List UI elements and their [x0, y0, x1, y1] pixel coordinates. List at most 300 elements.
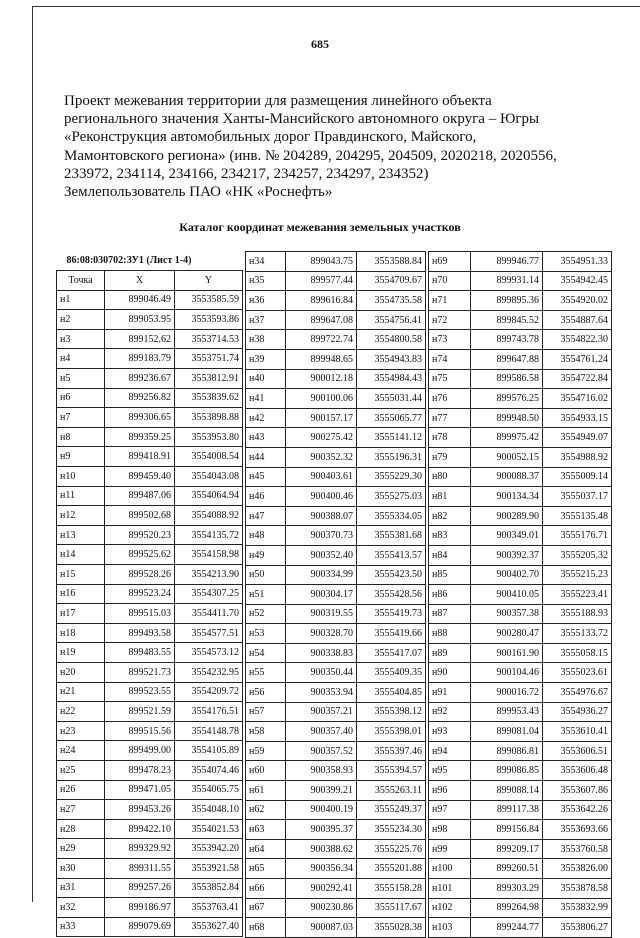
header-y: Y — [175, 271, 243, 291]
y-cell: 3554800.58 — [357, 330, 426, 350]
x-cell: 900280.47 — [471, 624, 543, 644]
x-cell: 899521.73 — [105, 662, 175, 682]
x-cell: 899086.85 — [471, 761, 543, 781]
point-cell: н79 — [429, 447, 471, 467]
x-cell: 900275.42 — [286, 428, 357, 448]
point-cell: н38 — [246, 330, 286, 350]
project-description — [64, 92, 604, 201]
x-cell: 899043.75 — [286, 252, 357, 272]
point-cell: н102 — [429, 898, 471, 918]
point-cell: н91 — [429, 683, 471, 703]
y-cell: 3555419.73 — [357, 604, 426, 624]
y-cell: 3555398.01 — [357, 722, 426, 742]
y-cell: 3555263.11 — [357, 781, 426, 801]
x-cell: 900292.41 — [286, 879, 357, 899]
table-row — [246, 624, 426, 644]
x-cell: 899523.24 — [105, 584, 175, 604]
x-cell: 900289.90 — [471, 506, 543, 526]
y-cell: 3554065.75 — [175, 780, 243, 800]
point-cell: н90 — [429, 663, 471, 683]
y-cell: 3555215.23 — [543, 565, 612, 585]
x-cell: 899487.06 — [105, 486, 175, 506]
table-row — [57, 604, 243, 624]
point-cell: н54 — [246, 643, 286, 663]
point-cell: н94 — [429, 741, 471, 761]
y-cell: 3553826.00 — [543, 859, 612, 879]
y-cell: 3553812.91 — [175, 369, 243, 389]
y-cell: 3555031.44 — [357, 389, 426, 409]
x-cell: 900352.40 — [286, 545, 357, 565]
point-cell: н75 — [429, 369, 471, 389]
x-cell: 899183.79 — [105, 349, 175, 369]
table-row — [429, 526, 612, 546]
y-cell: 3555394.57 — [357, 761, 426, 781]
point-cell: н3 — [57, 329, 105, 349]
y-cell: 3555398.12 — [357, 702, 426, 722]
table-row — [246, 349, 426, 369]
x-cell: 900304.17 — [286, 585, 357, 605]
point-cell: н46 — [246, 487, 286, 507]
y-cell: 3555133.72 — [543, 624, 612, 644]
y-cell: 3555229.30 — [357, 467, 426, 487]
x-cell: 900357.38 — [471, 604, 543, 624]
point-cell: н21 — [57, 682, 105, 702]
x-cell: 900052.15 — [471, 447, 543, 467]
point-cell: н69 — [429, 252, 471, 272]
x-cell: 899086.81 — [471, 741, 543, 761]
table-row — [57, 565, 243, 585]
table-row — [57, 349, 243, 369]
y-cell: 3554887.64 — [543, 310, 612, 330]
project-line: регионального значения Ханты-Мансийского автономного округа – Югры — [64, 111, 540, 128]
table-row — [246, 565, 426, 585]
table-row — [246, 585, 426, 605]
y-cell: 3553852.84 — [175, 878, 243, 898]
x-cell: 899081.04 — [471, 722, 543, 742]
x-cell: 899647.08 — [286, 310, 357, 330]
point-cell: н2 — [57, 310, 105, 330]
x-cell: 900399.21 — [286, 781, 357, 801]
x-cell: 899311.55 — [105, 858, 175, 878]
point-cell: н98 — [429, 820, 471, 840]
table-row — [57, 506, 243, 526]
table-row — [429, 389, 612, 409]
x-cell: 899257.26 — [105, 878, 175, 898]
table-row — [57, 369, 243, 389]
point-cell: н53 — [246, 624, 286, 644]
point-cell: н37 — [246, 310, 286, 330]
point-cell: н78 — [429, 428, 471, 448]
x-cell: 899088.14 — [471, 781, 543, 801]
table-row — [57, 427, 243, 447]
table-row — [429, 330, 612, 350]
point-cell: н13 — [57, 525, 105, 545]
table-row — [429, 683, 612, 703]
point-cell: н59 — [246, 741, 286, 761]
point-cell: н4 — [57, 349, 105, 369]
x-cell: 899586.58 — [471, 369, 543, 389]
point-cell: н72 — [429, 310, 471, 330]
table-row — [429, 545, 612, 565]
table-row — [246, 820, 426, 840]
table-row — [246, 800, 426, 820]
table-row — [429, 839, 612, 859]
table-row — [429, 663, 612, 683]
point-cell: н97 — [429, 800, 471, 820]
x-cell: 900319.55 — [286, 604, 357, 624]
point-cell: н60 — [246, 761, 286, 781]
header-point: Точка — [57, 271, 105, 291]
table-row — [246, 663, 426, 683]
x-cell: 900400.46 — [286, 487, 357, 507]
point-cell: н10 — [57, 467, 105, 487]
point-cell: н80 — [429, 467, 471, 487]
table-row — [57, 584, 243, 604]
point-cell: н51 — [246, 585, 286, 605]
table-row — [57, 819, 243, 839]
x-cell: 899046.49 — [105, 290, 175, 310]
table-row — [246, 761, 426, 781]
point-cell: н62 — [246, 800, 286, 820]
x-cell: 900388.62 — [286, 839, 357, 859]
point-cell: н1 — [57, 290, 105, 310]
x-cell: 900402.70 — [471, 565, 543, 585]
x-cell: 899722.74 — [286, 330, 357, 350]
table-row — [246, 428, 426, 448]
table-row — [429, 467, 612, 487]
parcel-caption: 86:08:030702:ЗУ1 (Лист 1-4) — [57, 251, 243, 271]
x-cell: 900349.01 — [471, 526, 543, 546]
x-cell: 899499.00 — [105, 741, 175, 761]
y-cell: 3555423.50 — [357, 565, 426, 585]
y-cell: 3555413.57 — [357, 545, 426, 565]
y-cell: 3555176.71 — [543, 526, 612, 546]
y-cell: 3554943.83 — [357, 349, 426, 369]
table-row — [429, 918, 612, 938]
y-cell: 3554942.45 — [543, 271, 612, 291]
table-row — [429, 859, 612, 879]
point-cell: н34 — [246, 252, 286, 272]
point-cell: н76 — [429, 389, 471, 409]
y-cell: 3553921.58 — [175, 858, 243, 878]
point-cell: н12 — [57, 506, 105, 526]
y-cell: 3554761.24 — [543, 349, 612, 369]
point-cell: н14 — [57, 545, 105, 565]
point-cell: н7 — [57, 408, 105, 428]
project-line: Проект межевания территории для размещения линейного объекта — [64, 93, 492, 109]
point-cell: н64 — [246, 839, 286, 859]
y-cell: 3554064.94 — [175, 486, 243, 506]
table-row — [429, 879, 612, 899]
x-cell: 899209.17 — [471, 839, 543, 859]
point-cell: н100 — [429, 859, 471, 879]
point-cell: н47 — [246, 506, 286, 526]
catalog-title: Каталог координат межевания земельных участков — [179, 220, 461, 234]
y-cell: 3553751.74 — [175, 349, 243, 369]
table-row — [429, 310, 612, 330]
y-cell: 3555334.05 — [357, 506, 426, 526]
table-row — [246, 369, 426, 389]
point-cell: н31 — [57, 878, 105, 898]
point-cell: н81 — [429, 487, 471, 507]
table-row — [57, 447, 243, 467]
y-cell: 3555058.15 — [543, 643, 612, 663]
y-cell: 3554709.67 — [357, 271, 426, 291]
point-cell: н82 — [429, 506, 471, 526]
point-cell: н66 — [246, 879, 286, 899]
x-cell: 899079.69 — [105, 917, 175, 937]
point-cell: н56 — [246, 683, 286, 703]
table-row — [246, 643, 426, 663]
point-cell: н92 — [429, 702, 471, 722]
table-row — [429, 447, 612, 467]
table-row — [246, 918, 426, 938]
project-line: 233972, 234114, 234166, 234217, 234257, 234297, 234352) — [64, 165, 429, 182]
table-row — [57, 408, 243, 428]
point-cell: н29 — [57, 839, 105, 859]
point-cell: н87 — [429, 604, 471, 624]
point-cell: н9 — [57, 447, 105, 467]
x-cell: 899975.42 — [471, 428, 543, 448]
table-row — [429, 252, 612, 272]
point-cell: н68 — [246, 918, 286, 938]
x-cell: 899459.40 — [105, 467, 175, 487]
x-cell: 900334.99 — [286, 565, 357, 585]
y-cell: 3553642.26 — [543, 800, 612, 820]
x-cell: 899502.68 — [105, 506, 175, 526]
x-cell: 899515.03 — [105, 604, 175, 624]
y-cell: 3555037.17 — [543, 487, 612, 507]
x-cell: 899521.59 — [105, 702, 175, 722]
point-cell: н70 — [429, 271, 471, 291]
x-cell: 899483.55 — [105, 643, 175, 663]
table-row — [246, 389, 426, 409]
table-row — [246, 408, 426, 428]
x-cell: 899845.52 — [471, 310, 543, 330]
table-row — [246, 722, 426, 742]
x-cell: 900352.32 — [286, 447, 357, 467]
y-cell: 3553606.48 — [543, 761, 612, 781]
y-cell: 3555188.93 — [543, 604, 612, 624]
point-cell: н20 — [57, 662, 105, 682]
x-cell: 899948.65 — [286, 349, 357, 369]
y-cell: 3553693.66 — [543, 820, 612, 840]
table-row — [57, 858, 243, 878]
x-cell: 899931.14 — [471, 271, 543, 291]
point-cell: н25 — [57, 760, 105, 780]
y-cell: 3554135.72 — [175, 525, 243, 545]
point-cell: н88 — [429, 624, 471, 644]
point-cell: н84 — [429, 545, 471, 565]
point-cell: н61 — [246, 781, 286, 801]
point-cell: н24 — [57, 741, 105, 761]
x-cell: 900370.73 — [286, 526, 357, 546]
y-cell: 3555023.61 — [543, 663, 612, 683]
x-cell: 899515.56 — [105, 721, 175, 741]
table-row — [57, 682, 243, 702]
table-row — [429, 800, 612, 820]
x-cell: 899053.95 — [105, 310, 175, 330]
x-cell: 899453.26 — [105, 800, 175, 820]
y-cell: 3555201.88 — [357, 859, 426, 879]
x-cell: 899520.23 — [105, 525, 175, 545]
y-cell: 3554209.72 — [175, 682, 243, 702]
y-cell: 3554949.07 — [543, 428, 612, 448]
table-row — [429, 408, 612, 428]
table-row — [57, 545, 243, 565]
table-row — [246, 683, 426, 703]
point-cell: н93 — [429, 722, 471, 742]
point-cell: н5 — [57, 369, 105, 389]
point-cell: н17 — [57, 604, 105, 624]
header-x: X — [105, 271, 175, 291]
y-cell: 3553942.20 — [175, 839, 243, 859]
point-cell: н67 — [246, 898, 286, 918]
y-cell: 3553714.53 — [175, 329, 243, 349]
x-cell: 900100.06 — [286, 389, 357, 409]
coordinates-table-1 — [56, 251, 243, 937]
x-cell: 900157.17 — [286, 408, 357, 428]
x-cell: 899256.82 — [105, 388, 175, 408]
table-row — [429, 761, 612, 781]
point-cell: н36 — [246, 291, 286, 311]
y-cell: 3554048.10 — [175, 800, 243, 820]
x-cell: 900104.46 — [471, 663, 543, 683]
y-cell: 3554933.15 — [543, 408, 612, 428]
point-cell: н52 — [246, 604, 286, 624]
table-row — [57, 878, 243, 898]
x-cell: 899303.29 — [471, 879, 543, 899]
x-cell: 899616.84 — [286, 291, 357, 311]
point-cell: н95 — [429, 761, 471, 781]
x-cell: 899152.62 — [105, 329, 175, 349]
table-row — [246, 310, 426, 330]
y-cell: 3555419.66 — [357, 624, 426, 644]
x-cell: 899264.98 — [471, 898, 543, 918]
table-row — [57, 839, 243, 859]
y-cell: 3554148.78 — [175, 721, 243, 741]
table-row — [57, 898, 243, 918]
table-row — [57, 467, 243, 487]
x-cell: 899329.92 — [105, 839, 175, 859]
point-cell: н18 — [57, 623, 105, 643]
table-row — [57, 800, 243, 820]
x-cell: 899895.36 — [471, 291, 543, 311]
x-cell: 899577.44 — [286, 271, 357, 291]
x-cell: 900328.70 — [286, 624, 357, 644]
x-cell: 900356.34 — [286, 859, 357, 879]
x-cell: 899117.38 — [471, 800, 543, 820]
table-row — [429, 702, 612, 722]
x-cell: 899236.67 — [105, 369, 175, 389]
coordinates-table-2 — [245, 251, 426, 938]
table-row — [246, 252, 426, 272]
table-row — [57, 486, 243, 506]
y-cell: 3554722.84 — [543, 369, 612, 389]
y-cell: 3554573.12 — [175, 643, 243, 663]
y-cell: 3554213.90 — [175, 565, 243, 585]
y-cell: 3553627.40 — [175, 917, 243, 937]
point-cell: н23 — [57, 721, 105, 741]
table-row — [429, 624, 612, 644]
y-cell: 3553588.84 — [357, 252, 426, 272]
y-cell: 3554411.70 — [175, 604, 243, 624]
y-cell: 3554822.30 — [543, 330, 612, 350]
x-cell: 900400.19 — [286, 800, 357, 820]
table-row — [57, 623, 243, 643]
y-cell: 3555028.38 — [357, 918, 426, 938]
x-cell: 900088.37 — [471, 467, 543, 487]
table-row — [57, 329, 243, 349]
y-cell: 3554920.02 — [543, 291, 612, 311]
coordinates-table-3 — [428, 251, 612, 938]
y-cell: 3555428.56 — [357, 585, 426, 605]
x-cell: 900357.40 — [286, 722, 357, 742]
x-cell: 899576.25 — [471, 389, 543, 409]
point-cell: н35 — [246, 271, 286, 291]
table-row — [57, 721, 243, 741]
x-cell: 899156.84 — [471, 820, 543, 840]
table-row — [57, 388, 243, 408]
y-cell: 3555397.46 — [357, 741, 426, 761]
table-row — [246, 781, 426, 801]
x-cell: 900338.83 — [286, 643, 357, 663]
point-cell: н57 — [246, 702, 286, 722]
point-cell: н50 — [246, 565, 286, 585]
y-cell: 3554756.41 — [357, 310, 426, 330]
x-cell: 899946.77 — [471, 252, 543, 272]
y-cell: 3555275.03 — [357, 487, 426, 507]
point-cell: н103 — [429, 918, 471, 938]
table-row — [246, 604, 426, 624]
y-cell: 3553610.41 — [543, 722, 612, 742]
y-cell: 3553832.99 — [543, 898, 612, 918]
point-cell: н8 — [57, 427, 105, 447]
point-cell: н99 — [429, 839, 471, 859]
y-cell: 3553763.41 — [175, 898, 243, 918]
point-cell: н26 — [57, 780, 105, 800]
y-cell: 3554988.92 — [543, 447, 612, 467]
table-row — [246, 741, 426, 761]
y-cell: 3553839.62 — [175, 388, 243, 408]
x-cell: 900357.21 — [286, 702, 357, 722]
table-row — [246, 271, 426, 291]
point-cell: н28 — [57, 819, 105, 839]
table-row — [57, 290, 243, 310]
y-cell: 3554043.08 — [175, 467, 243, 487]
point-cell: н15 — [57, 565, 105, 585]
x-cell: 900353.94 — [286, 683, 357, 703]
y-cell: 3554021.53 — [175, 819, 243, 839]
y-cell: 3554307.25 — [175, 584, 243, 604]
y-cell: 3554984.43 — [357, 369, 426, 389]
y-cell: 3555009.14 — [543, 467, 612, 487]
x-cell: 899260.51 — [471, 859, 543, 879]
point-cell: н96 — [429, 781, 471, 801]
x-cell: 899306.65 — [105, 408, 175, 428]
x-cell: 900388.07 — [286, 506, 357, 526]
point-cell: н48 — [246, 526, 286, 546]
point-cell: н85 — [429, 565, 471, 585]
point-cell: н40 — [246, 369, 286, 389]
point-cell: н42 — [246, 408, 286, 428]
y-cell: 3553806.27 — [543, 918, 612, 938]
project-line: «Реконструкция автомобильных дорог Правдинского, Майского, — [64, 129, 477, 146]
x-cell: 899418.91 — [105, 447, 175, 467]
y-cell: 3553953.80 — [175, 427, 243, 447]
y-cell: 3555249.37 — [357, 800, 426, 820]
x-cell: 900392.37 — [471, 545, 543, 565]
